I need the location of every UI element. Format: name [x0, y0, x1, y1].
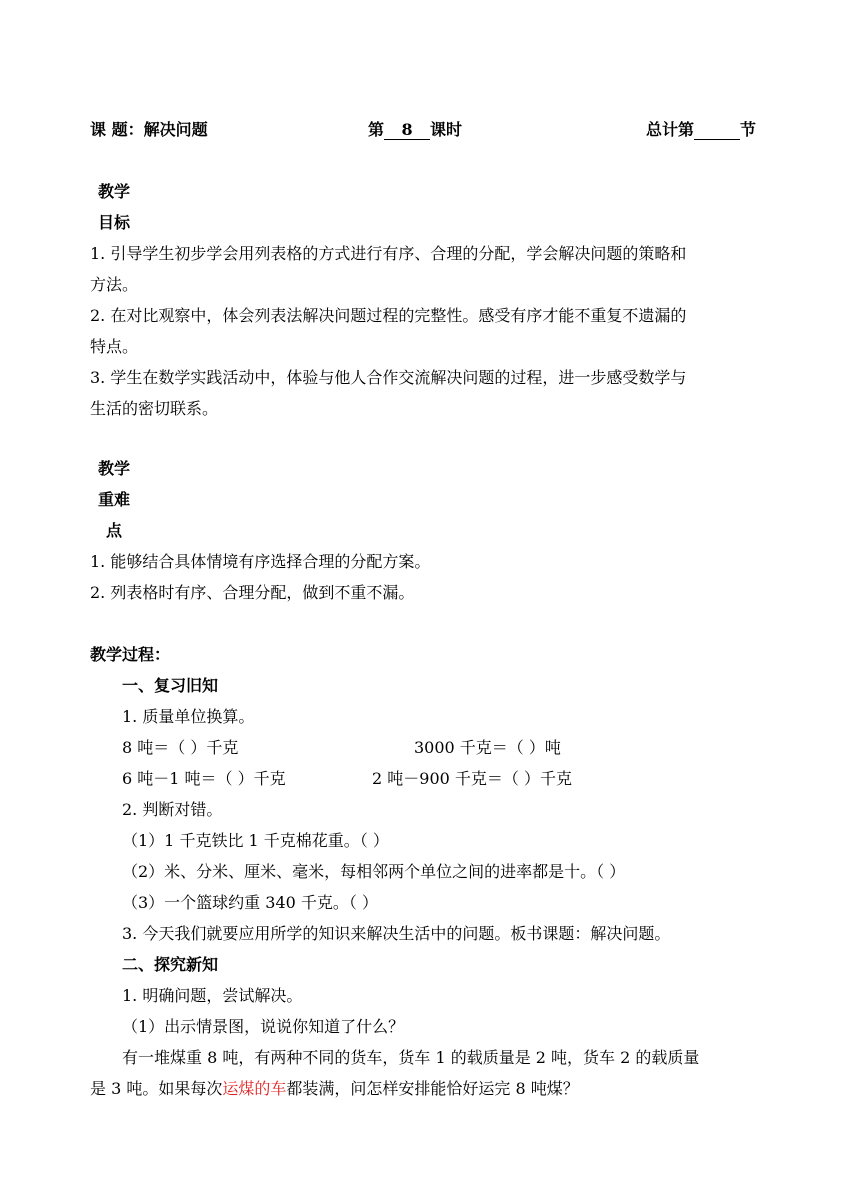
- conversion-a: 8 吨＝（ ）千克: [122, 738, 239, 757]
- objectives-heading-1: 教学: [98, 182, 131, 201]
- conversion-b: 3000 千克＝（ ）吨: [414, 738, 561, 757]
- judgement-3: （3）一个篮球约重 340 千克。（ ）: [122, 893, 378, 912]
- section2-item1: 1. 明确问题，尝试解决。: [122, 986, 303, 1005]
- section1-item2: 2. 判断对错。: [122, 800, 223, 819]
- objectives-heading-2: 目标: [98, 213, 131, 232]
- process-heading: 教学过程：: [90, 645, 171, 664]
- problem-paragraph-line2: [90, 1079, 579, 1099]
- keypoints-heading-2: 重难: [98, 490, 131, 509]
- objective-line: 特点。: [90, 337, 139, 356]
- judgement-2: （2）米、分米、厘米、毫米，每相邻两个单位之间的进率都是十。（ ）: [122, 862, 626, 881]
- lesson-prefix: 第: [368, 120, 385, 139]
- keypoint-line: 1. 能够结合具体情境有序选择合理的分配方案。: [90, 552, 431, 571]
- section1-item3: 3. 今天我们就要应用所学的知识来解决生活中的问题。板书课题：解决问题。: [122, 924, 671, 943]
- total-suffix: 节: [740, 120, 757, 139]
- total-prefix: 总计第: [646, 120, 695, 139]
- lesson-number-line: [368, 120, 462, 140]
- objective-line: 1. 引导学生初步学会用列表格的方式进行有序、合理的分配，学会解决问题的策略和: [90, 244, 687, 263]
- total-count-line: [646, 120, 756, 140]
- judgement-1: （1）1 千克铁比 1 千克棉花重。（ ）: [122, 831, 389, 850]
- lesson-suffix: 课时: [430, 120, 463, 139]
- problem-text-a: 是 3 吨。如果每次: [90, 1079, 223, 1098]
- keypoints-heading-1: 教学: [98, 459, 131, 478]
- objective-line: 生活的密切联系。: [90, 399, 219, 418]
- keypoints-heading-3: 点: [106, 521, 123, 540]
- objective-line: 3. 学生在数学实践活动中，体验与他人合作交流解决问题的过程，进一步感受数学与: [90, 368, 687, 387]
- total-count-blank: [694, 121, 740, 140]
- section2-sub1: （1）出示情景图，说说你知道了什么？: [122, 1017, 405, 1036]
- section2-title: 二、探究新知: [122, 955, 219, 974]
- highlighted-phrase: 运煤的车: [222, 1079, 287, 1098]
- objective-line: 方法。: [90, 275, 139, 294]
- keypoint-line: 2. 列表格时有序、合理分配，做到不重不漏。: [90, 583, 415, 602]
- lesson-number: 8: [384, 121, 430, 140]
- problem-text-b: 都装满，问怎样安排能恰好运完 8 吨煤？: [286, 1079, 579, 1098]
- topic-title: 课 题：解决问题: [90, 120, 208, 139]
- section1-title: 一、复习旧知: [122, 676, 219, 695]
- objective-line: 2. 在对比观察中，体会列表法解决问题过程的完整性。感受有序才能不重复不遗漏的: [90, 306, 687, 325]
- conversion-d: 2 吨－900 千克＝（ ）千克: [372, 769, 572, 788]
- problem-paragraph-line1: 有一堆煤重 8 吨，有两种不同的货车，货车 1 的载质量是 2 吨，货车 2 的载质量: [122, 1048, 700, 1067]
- section1-item1: 1. 质量单位换算。: [122, 707, 255, 726]
- conversion-c: 6 吨－1 吨＝（ ）千克: [122, 769, 286, 788]
